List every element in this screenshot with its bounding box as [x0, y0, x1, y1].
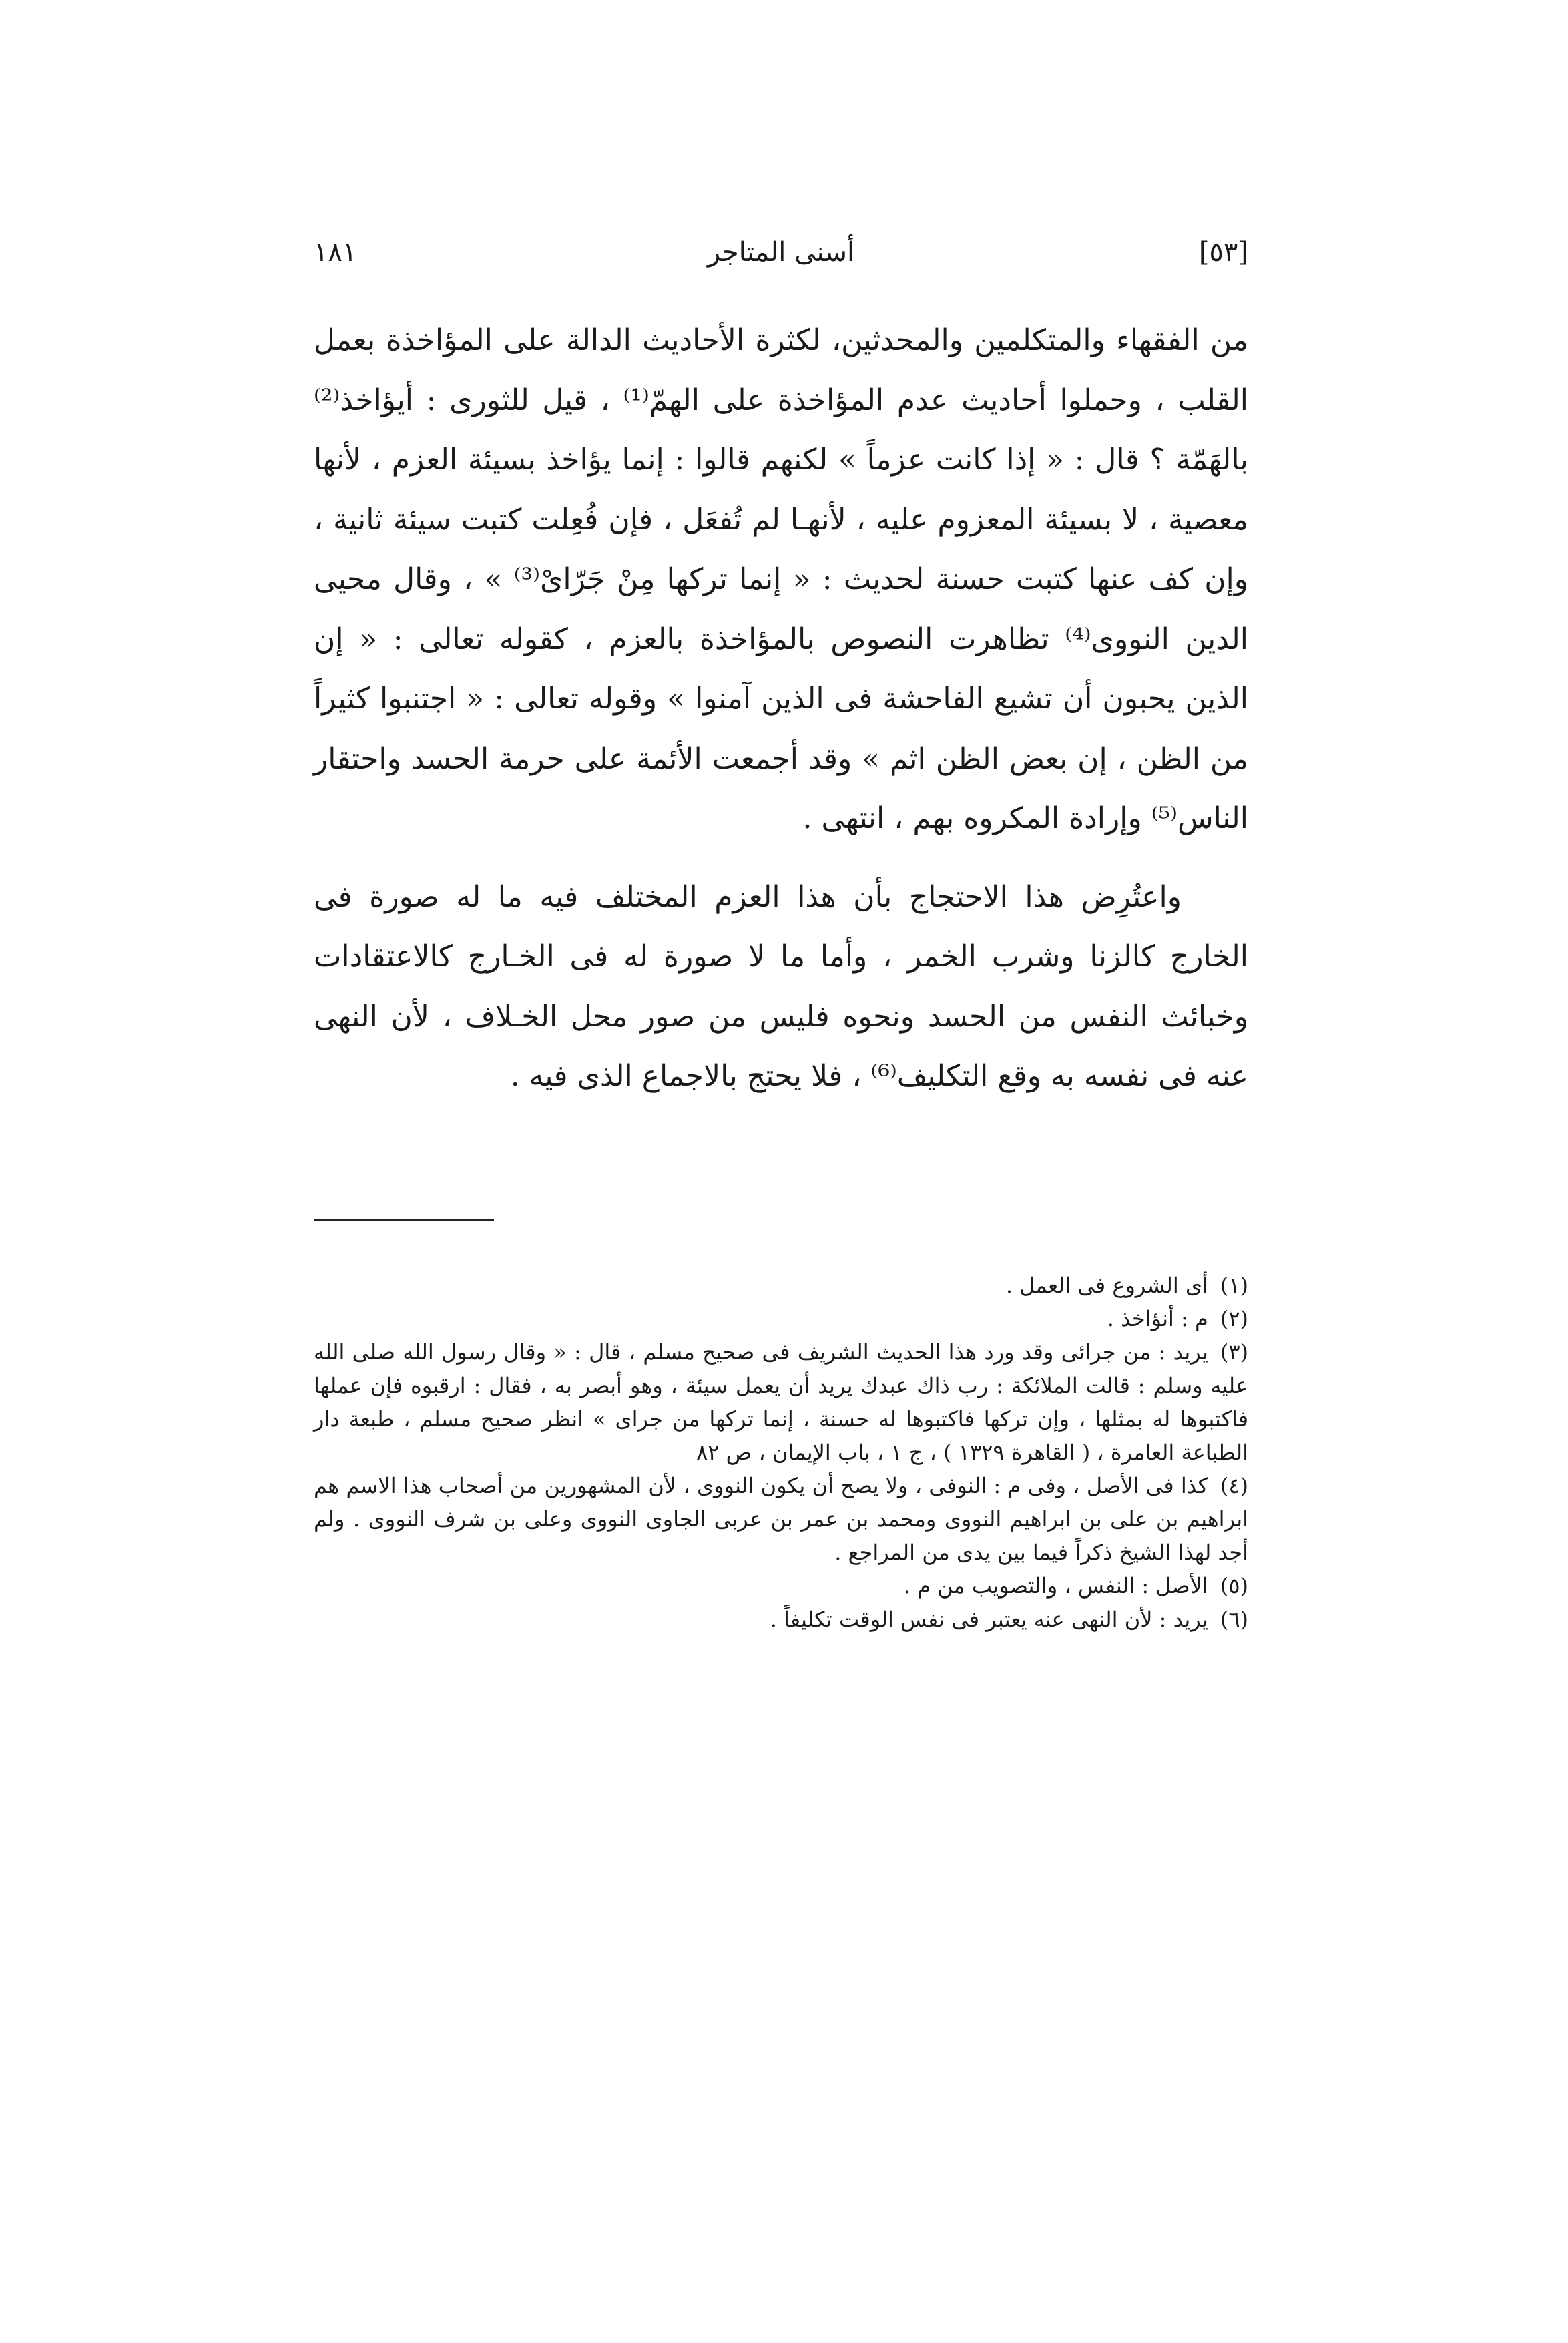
footnote — [314, 1302, 1248, 1335]
running-title: أسنى المتاجر — [707, 237, 855, 268]
footnote-separator — [314, 1219, 494, 1221]
footnote-text: أى الشروع فى العمل . — [1005, 1273, 1208, 1298]
page-reference: [٥٣] — [1198, 237, 1248, 268]
footnotes — [314, 1269, 1248, 1636]
footnote-number: (٦) — [1220, 1607, 1248, 1632]
page-number: ١٨١ — [314, 237, 357, 268]
footnote — [314, 1603, 1248, 1636]
footnote-text: يريد : من جرائى وقد ورد هذا الحديث الشريف فى صحيح مسلم ، قال : « وقال رسول الله صلى الله عليه وسلم : قالت الملائكة : رب ذاك عبدك يريد أن يعمل سيئة ، وهو أبصر به ، فقال : ارقبوه فإن عملها فاكتبوها له بمثلها ، وإن تركها فاكتبوها له حسنة ، إنما تركها من جراى » انظر صحيح مسلم ، طبعة دار الطباعة العامرة ، ( القاهرة ١٣٢٩ ) ، ج ١ ، باب الإيمان ، ص ٨٢ — [314, 1339, 1249, 1465]
footnote-number: (٣) — [1220, 1339, 1249, 1365]
footnote — [314, 1269, 1248, 1302]
paragraph: من الفقهاء والمتكلمين والمحدثين، لكثرة الأحاديث الدالة على المؤاخذة بعمل القلب ، وحملوا أحاديث عدم المؤاخذة على الهمّ⁽¹⁾ ، قيل للثورى : أيؤاخذ⁽²⁾ بالهَمّة ؟ قال : « إذا كانت عزماً » لكنهم قالوا : إنما يؤاخذ بسيئة العزم ، لأنها معصية ، لا بسيئة المعزوم عليه ، لأنهـا لم تُفعَل ، فإن فُعِلت كتبت سيئة ثانية ، وإن كف عنها كتبت حسنة لحديث : « إنما تركها مِنْ جَرّاىْ⁽³⁾ » ، وقال محيى الدين النووى⁽⁴⁾ تظاهرت النصوص بالمؤاخذة بالعزم ، كقوله تعالى : « إن الذين يحبون أن تشيع الفاحشة فى الذين آمنوا » وقوله تعالى : « اجتنبوا كثيراً من الظن ، إن بعض الظن اثم » وقد أجمعت الأئمة على حرمة الحسد واحتقار الناس⁽⁵⁾ وإرادة المكروه بهم ، انتهى . — [314, 323, 1248, 835]
footnote — [314, 1469, 1248, 1569]
footnote-number: (٥) — [1220, 1573, 1248, 1599]
footnote-text: م : أنؤاخذ . — [1107, 1306, 1208, 1331]
footnote-text: الأصل : النفس ، والتصويب من م . — [903, 1573, 1208, 1599]
paragraph: واعتُرِض هذا الاحتجاج بأن هذا العزم المختلف فيه ما له صورة فى الخارج كالزنا وشرب الخمر ، وأما ما لا صورة له فى الخـارج كالاعتقادات وخبائث النفس من الحسد ونحوه فليس من صور محل الخـلاف ، لأن النهى عنه فى نفسه به وقع التكليف⁽⁶⁾ ، فلا يحتج بالاجماع الذى فيه . — [314, 879, 1248, 1093]
footnote-number: (٢) — [1220, 1306, 1248, 1331]
footnote-text: كذا فى الأصل ، وفى م : النوفى ، ولا يصح أن يكون النووى ، لأن المشهورين من أصحاب هذا الاسم هم ابراهيم بن على بن ابراهيم النووى ومحمد بن عمر بن عربى الجاوى النووى وعلى بن شرف النووى . ولم أجد لهذا الشيخ ذكراً فيما بين يدى من المراجع . — [314, 1473, 1248, 1565]
footnote-number: (١) — [1220, 1273, 1248, 1298]
main-text — [314, 310, 1248, 1106]
footnote — [314, 1569, 1248, 1603]
running-header — [314, 237, 1248, 284]
footnote-number: (٤) — [1220, 1473, 1248, 1498]
footnote-text: يريد : لأن النهى عنه يعتبر فى نفس الوقت تكليفاً . — [770, 1607, 1208, 1632]
book-page — [314, 0, 1248, 2343]
footnote — [314, 1335, 1248, 1469]
